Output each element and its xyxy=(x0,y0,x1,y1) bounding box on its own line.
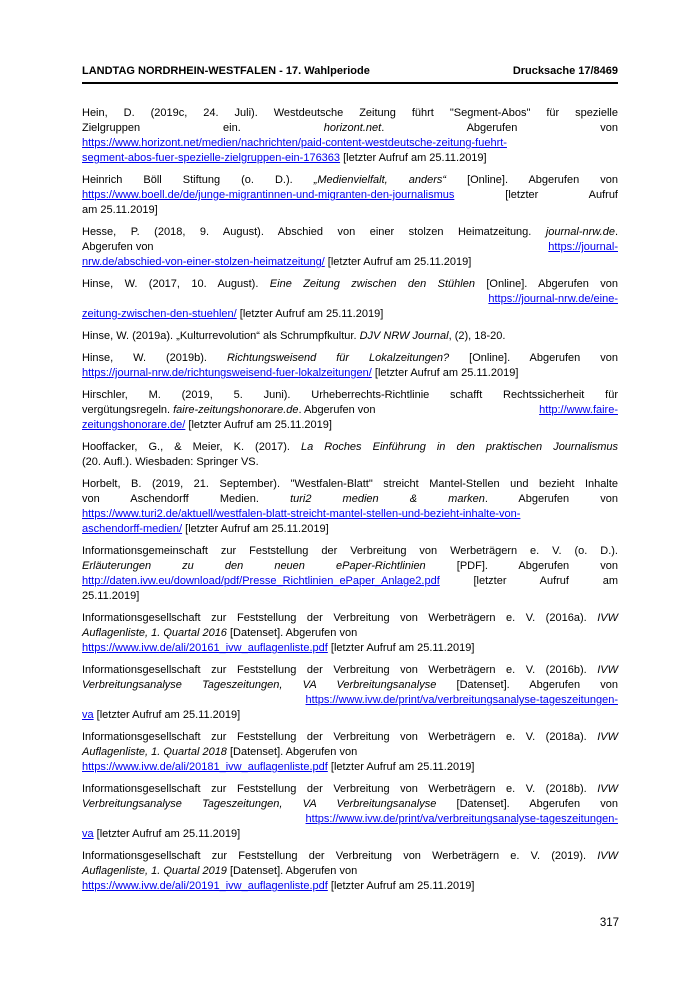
reference-text: [letzter Aufruf am 25.11.2019] xyxy=(340,152,487,164)
header-left-title: LANDTAG NORDRHEIN-WESTFALEN - 17. Wahlperiode xyxy=(82,65,370,77)
reference-text: [Datenset]. Abgerufen von xyxy=(436,679,618,691)
reference-line xyxy=(82,136,618,151)
reference-link[interactable]: https://www.ivw.de/print/va/verbreitungsanalyse-tageszeitungen- xyxy=(305,694,618,706)
reference-text: Hesse, P. (2018, 9. August). Abschied von einer stolzen Heimatzeitung. xyxy=(82,226,546,238)
reference-link[interactable]: segment-abos-fuer-spezielle-zielgruppen-ein-176363 xyxy=(82,152,341,164)
reference-line xyxy=(82,782,618,797)
reference-entry xyxy=(82,225,618,270)
reference-line xyxy=(82,477,618,492)
reference-text: . Abgerufen von xyxy=(381,122,618,134)
reference-text: [PDF]. Abgerufen von xyxy=(425,560,618,572)
reference-line xyxy=(82,760,618,775)
reference-entry xyxy=(82,106,618,166)
reference-line xyxy=(82,492,618,507)
reference-text: vergütungsregeln. xyxy=(82,404,174,416)
reference-line xyxy=(82,203,618,218)
reference-entry xyxy=(82,849,618,894)
reference-line xyxy=(82,797,618,812)
reference-title: IVW xyxy=(597,612,618,624)
references-list xyxy=(82,106,618,901)
reference-text: Heinrich Böll Stiftung (o. D.). xyxy=(82,174,314,186)
reference-line xyxy=(82,849,618,864)
reference-entry xyxy=(82,611,618,656)
reference-line xyxy=(82,307,618,322)
reference-line xyxy=(82,403,618,418)
reference-title: Auflagenliste, 1. Quartal 2018 xyxy=(82,746,227,758)
reference-line xyxy=(82,827,618,842)
reference-text: [Datenset]. Abgerufen von xyxy=(226,865,358,877)
reference-title: Erläuterungen zu den neuen ePaper-Richtlinien xyxy=(82,560,426,572)
reference-link[interactable]: nrw.de/abschied-von-einer-stolzen-heimatzeitung/ xyxy=(82,256,325,268)
reference-link[interactable]: https://www.ivw.de/ali/20161_ivw_auflagenliste.pdf xyxy=(82,642,328,654)
reference-line xyxy=(82,678,618,693)
reference-line xyxy=(82,574,618,589)
reference-text-group xyxy=(82,240,154,255)
reference-text: Hinse, W. (2017, 10. August). xyxy=(82,278,270,290)
reference-title: faire-zeitungshonorare.de xyxy=(173,404,299,416)
reference-text: 25.11.2019] xyxy=(82,590,140,602)
reference-line xyxy=(82,522,618,537)
reference-text: Zielgruppen ein. xyxy=(82,122,324,134)
reference-line xyxy=(82,173,618,188)
reference-text: [Online]. Abgerufen von xyxy=(446,174,618,186)
header-rule xyxy=(82,82,618,84)
reference-text: Hooffacker, G., & Meier, K. (2017). xyxy=(82,441,301,453)
reference-link[interactable]: va xyxy=(82,709,94,721)
reference-entry xyxy=(82,388,618,433)
reference-link[interactable]: aschendorff-medien/ xyxy=(82,523,183,535)
reference-link[interactable]: https://www.ivw.de/ali/20181_ivw_auflagenliste.pdf xyxy=(82,761,328,773)
reference-link[interactable]: https://journal- xyxy=(548,241,618,253)
reference-line xyxy=(82,151,618,166)
reference-line xyxy=(82,641,618,656)
reference-text-group xyxy=(548,240,618,255)
reference-text: [letzter Aufruf am xyxy=(439,575,618,587)
reference-title: horizont.net xyxy=(323,122,382,134)
reference-line xyxy=(82,277,618,292)
reference-entry xyxy=(82,173,618,218)
line-gap xyxy=(376,403,540,418)
reference-text: [Datenset]. Abgerufen von xyxy=(226,627,358,639)
reference-text: Informationsgesellschaft zur Feststellung der Verbreitung von Werbeträgern e. V. (2016b). xyxy=(82,664,598,676)
page-header xyxy=(82,65,618,77)
reference-title: Auflagenliste, 1. Quartal 2016 xyxy=(82,627,227,639)
reference-line xyxy=(82,255,618,270)
reference-entry xyxy=(82,477,618,537)
reference-entry xyxy=(82,329,618,344)
reference-text: [letzter Aufruf am 25.11.2019] xyxy=(324,256,472,268)
reference-line xyxy=(82,559,618,574)
reference-text: Abgerufen von xyxy=(82,241,154,253)
reference-line xyxy=(82,388,618,403)
reference-line xyxy=(82,663,618,678)
reference-text: [Datenset]. Abgerufen von xyxy=(436,798,618,810)
reference-line xyxy=(82,455,618,470)
reference-link[interactable]: http://daten.ivw.eu/download/pdf/Presse_Richtlinien_ePaper_Anlage2.pdf xyxy=(82,575,440,587)
reference-text: , (2), 18-20. xyxy=(448,330,506,342)
reference-text: [letzter Aufruf am 25.11.2019] xyxy=(182,523,329,535)
reference-line xyxy=(82,225,618,240)
reference-link[interactable]: https://www.ivw.de/print/va/verbreitungsanalyse-tageszeitungen- xyxy=(305,813,618,825)
reference-text: Hirschler, M. (2019, 5. Juni). Urheberrechts-Richtlinie schafft Rechtssicherheit für xyxy=(82,389,618,401)
reference-link[interactable]: https://journal-nrw.de/richtungsweisend-fuer-lokalzeitungen/ xyxy=(82,367,372,379)
reference-entry xyxy=(82,730,618,775)
line-gap xyxy=(154,240,549,255)
reference-title: Richtungsweisend für Lokalzeitungen? xyxy=(226,352,450,364)
reference-text: [letzter Aufruf am 25.11.2019] xyxy=(327,642,475,654)
reference-title: IVW xyxy=(597,731,618,743)
reference-line xyxy=(82,351,618,366)
reference-text: Hinse, W. (2019a). „Kulturrevolution“ als Schrumpfkultur. xyxy=(82,330,360,342)
reference-entry xyxy=(82,351,618,381)
reference-text: Informationsgesellschaft zur Feststellung der Verbreitung von Werbeträgern e. V. (2019). xyxy=(82,850,598,862)
page-number: 317 xyxy=(599,917,619,929)
reference-entry xyxy=(82,440,618,470)
reference-line xyxy=(82,544,618,559)
reference-line xyxy=(82,879,618,894)
reference-line xyxy=(82,864,618,879)
reference-line xyxy=(82,329,618,344)
reference-text: (20. Aufl.). Wiesbaden: Springer VS. xyxy=(82,456,259,468)
reference-text: [Online]. Abgerufen von xyxy=(449,352,618,364)
reference-text: von Aschendorff Medien. xyxy=(82,493,291,505)
reference-title: IVW xyxy=(597,664,618,676)
reference-line xyxy=(82,366,618,381)
reference-title: La Roches Einführung in den praktischen Journalismus xyxy=(300,441,618,453)
reference-entry xyxy=(82,663,618,723)
reference-link[interactable]: https://www.turi2.de/aktuell/westfalen-blatt-streicht-mantel-stellen-und-bezieht-inhalte-von- xyxy=(82,508,521,520)
reference-line xyxy=(82,611,618,626)
reference-text: Informationsgesellschaft zur Feststellung der Verbreitung von Werbeträgern e. V. (2018a). xyxy=(82,731,598,743)
reference-text: . Abgerufen von xyxy=(298,404,376,416)
reference-line xyxy=(82,812,618,827)
reference-text: am 25.11.2019] xyxy=(82,204,158,216)
reference-title: „Medienvielfalt, anders“ xyxy=(313,174,447,186)
reference-line xyxy=(82,589,618,604)
reference-text: . xyxy=(614,226,618,238)
reference-link[interactable]: http://www.faire- xyxy=(539,404,618,416)
reference-text: . Abgerufen von xyxy=(484,493,619,505)
reference-line xyxy=(82,292,618,307)
reference-text: Informationsgesellschaft zur Feststellung der Verbreitung von Werbeträgern e. V. (2018b). xyxy=(82,783,598,795)
reference-line xyxy=(82,418,618,433)
reference-title: Verbreitungsanalyse Tageszeitungen, VA Verbreitungsanalyse xyxy=(82,798,437,810)
reference-entry xyxy=(82,277,618,322)
reference-link[interactable]: zeitungshonorare.de/ xyxy=(82,419,186,431)
reference-link[interactable]: https://journal-nrw.de/eine- xyxy=(488,293,618,305)
reference-text: [letzter Aufruf am 25.11.2019] xyxy=(371,367,519,379)
reference-line xyxy=(82,106,618,121)
reference-text: [letzter Aufruf am 25.11.2019] xyxy=(185,419,332,431)
reference-link[interactable]: va xyxy=(82,828,94,840)
reference-title: Verbreitungsanalyse Tageszeitungen, VA Verbreitungsanalyse xyxy=(82,679,437,691)
reference-text: Hinse, W. (2019b). xyxy=(82,352,227,364)
reference-text-group xyxy=(82,403,376,418)
reference-title: IVW xyxy=(597,783,618,795)
reference-text: Horbelt, B. (2019, 21. September). "Westfalen-Blatt" streicht Mantel-Stellen und bezieht Inhalte xyxy=(82,478,618,490)
reference-entry xyxy=(82,544,618,604)
header-right-drucksache: Drucksache 17/8469 xyxy=(512,65,618,77)
reference-text: [letzter Aufruf am 25.11.2019] xyxy=(327,761,475,773)
reference-link[interactable]: https://www.ivw.de/ali/20191_ivw_auflagenliste.pdf xyxy=(82,880,328,892)
reference-link[interactable]: zeitung-zwischen-den-stuehlen/ xyxy=(82,308,237,320)
reference-line xyxy=(82,708,618,723)
reference-text: [letzter Aufruf am 25.11.2019] xyxy=(93,828,241,840)
reference-line xyxy=(82,240,618,255)
reference-title: Eine Zeitung zwischen den Stühlen xyxy=(269,278,475,290)
reference-line xyxy=(82,626,618,641)
reference-title: journal-nrw.de xyxy=(545,226,615,238)
reference-text: [Online]. Abgerufen von xyxy=(474,278,618,290)
reference-text: Informationsgemeinschaft zur Feststellung der Verbreitung von Werbeträgern e. V. (o. D.). xyxy=(82,545,618,557)
reference-title: turi2 medien & marken xyxy=(290,493,485,505)
reference-line xyxy=(82,745,618,760)
reference-line xyxy=(82,693,618,708)
reference-line xyxy=(82,730,618,745)
reference-text: [letzter Aufruf am 25.11.2019] xyxy=(93,709,241,721)
reference-link[interactable]: https://www.horizont.net/medien/nachrichten/paid-content-westdeutsche-zeitung-fuehrt- xyxy=(82,137,507,149)
reference-title: DJV NRW Journal xyxy=(359,330,449,342)
reference-line xyxy=(82,188,618,203)
reference-text: Informationsgesellschaft zur Feststellung der Verbreitung von Werbeträgern e. V. (2016a). xyxy=(82,612,598,624)
reference-line xyxy=(82,121,618,136)
reference-line xyxy=(82,440,618,455)
reference-text: [Datenset]. Abgerufen von xyxy=(226,746,358,758)
reference-text: Hein, D. (2019c, 24. Juli). Westdeutsche Zeitung führt "Segment-Abos" für spezielle xyxy=(82,107,618,119)
reference-text: [letzter Aufruf am 25.11.2019] xyxy=(236,308,384,320)
reference-entry xyxy=(82,782,618,842)
reference-title: IVW xyxy=(597,850,618,862)
reference-title: Auflagenliste, 1. Quartal 2019 xyxy=(82,865,227,877)
reference-text: [letzter Aufruf xyxy=(454,189,618,201)
reference-link[interactable]: https://www.boell.de/de/junge-migrantinnen-und-migranten-den-journalismus xyxy=(82,189,455,201)
reference-line xyxy=(82,507,618,522)
reference-text-group xyxy=(539,403,618,418)
reference-text: [letzter Aufruf am 25.11.2019] xyxy=(327,880,475,892)
